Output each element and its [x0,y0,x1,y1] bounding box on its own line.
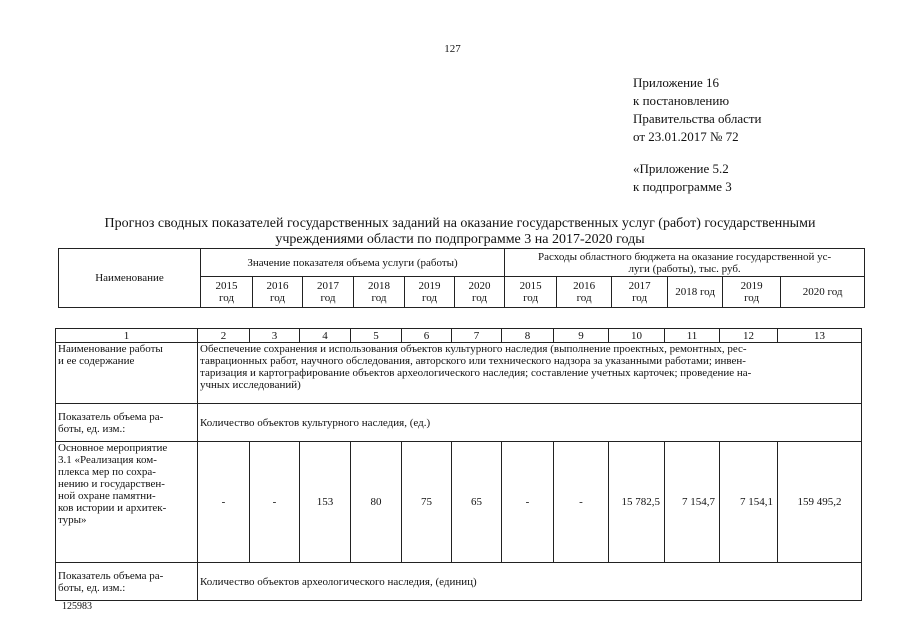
label-line: Показатель объема ра- [58,569,164,582]
year-suffix: год [744,292,760,304]
label-line: Показатель объема ра- [58,410,164,423]
table-cell: 7 154,7 [665,442,720,563]
subappendix-block [633,160,732,196]
table-cell: 153 [300,442,351,563]
year-label: 2015 [215,280,238,292]
table-row [56,343,862,404]
year-label: 2016 [266,280,289,292]
year-label: 2019 [418,280,441,292]
appendix-line: к постановлению [633,93,730,108]
header-year [723,277,781,308]
header-budget-line: Расходы областного бюджета на оказание государственной ус- [538,250,832,263]
year-label: 2018 год [675,286,715,298]
header-year [354,277,405,308]
year-suffix: год [269,292,286,304]
header-year [668,277,723,308]
year-suffix: год [320,292,336,304]
year-suffix: год [371,292,387,304]
table-cell: - [198,442,250,563]
table-row [56,563,862,601]
header-budget-group [505,249,865,277]
table-row [56,442,862,563]
table-cell: 65 [452,442,502,563]
year-suffix: год [218,292,235,304]
footer-code: 125983 [62,601,92,612]
indicator-value: Количество объектов культурного наследия, (ед.) [198,404,862,442]
column-number: 1 [56,329,198,343]
table-row [56,404,862,442]
label-line: и ее содержание [58,355,135,367]
year-suffix: год [632,292,648,304]
label-line: нению и государствен- [58,478,165,490]
year-label: 2020 год [802,286,843,298]
year-suffix: год [576,292,592,304]
indicator-label [56,404,198,442]
year-suffix: год [523,292,539,304]
label-line: ной охране памятни- [58,490,156,502]
year-label: 2020 [468,280,491,292]
label-line: 3.1 «Реализация ком- [58,454,157,466]
label-line: боты, ед. изм.: [58,422,126,435]
year-label: 2017 [317,280,339,292]
table-cell: - [502,442,554,563]
page-number: 127 [444,43,461,55]
title-line: учреждениями области по подпрограмме 3 на 2017-2020 годы [275,232,645,247]
activity-label [56,442,198,563]
title-line: Прогноз сводных показателей государственных заданий на оказание государственных услуг (работ) государственными [104,216,816,231]
header-year [253,277,303,308]
column-number: 12 [720,329,778,343]
table-cell: 80 [351,442,402,563]
table-cell: 75 [402,442,452,563]
label-line: туры» [58,514,87,526]
indicator-value: Количество объектов археологического наследия, (единиц) [198,563,862,601]
appendix-block [633,74,762,146]
content-line: таврационных работ, научного обследования, авторского или технического надзора за указанными работами; инвен- [200,355,746,367]
column-number: 3 [250,329,300,343]
year-label: 2017 [628,280,651,292]
appendix-line: Приложение 16 [633,75,720,90]
label-line: ков истории и архитек- [58,502,167,514]
table-cell: 159 495,2 [778,442,862,563]
table-cell: - [250,442,300,563]
document-title [55,216,865,248]
column-number: 6 [402,329,452,343]
column-number: 8 [502,329,554,343]
appendix-line: Правительства области [633,111,762,126]
label-line: плекса мер по сохра- [58,466,156,478]
header-budget-line: луги (работы), тыс. руб. [628,262,741,275]
appendix-line: от 23.01.2017 № 72 [633,129,739,144]
work-name-label [56,343,198,404]
indicator-label [56,563,198,601]
table-cell: 7 154,1 [720,442,778,563]
column-number: 10 [609,329,665,343]
header-table [58,248,865,308]
label-line: Наименование работы [58,343,163,355]
column-number: 2 [198,329,250,343]
column-number: 11 [665,329,720,343]
label-line: боты, ед. изм.: [58,581,126,594]
column-number: 5 [351,329,402,343]
header-year [303,277,354,308]
year-suffix: год [472,292,488,304]
header-volume-group: Значение показателя объема услуги (работы) [201,249,505,277]
content-line: Обеспечение сохранения и использования объектов культурного наследия (выполнение проектных, ремонтных, рес- [200,343,747,355]
table-cell: - [554,442,609,563]
column-number: 7 [452,329,502,343]
year-label: 2015 [519,280,542,292]
year-label: 2019 [740,280,763,292]
year-suffix: год [421,292,438,304]
column-number: 4 [300,329,351,343]
work-content [198,343,862,404]
content-line: таризация и картографирование объектов археологического наследия; составление учетных карточек; проведение на- [200,367,752,379]
header-year [455,277,505,308]
table-cell: 15 782,5 [609,442,665,563]
body-table [55,328,862,601]
subappendix-line: к подпрограмме 3 [633,179,732,194]
header-year [557,277,612,308]
header-name: Наименование [59,249,201,308]
header-year [505,277,557,308]
column-number: 13 [778,329,862,343]
column-number: 9 [554,329,609,343]
content-line: учных исследований) [200,379,301,391]
column-number-row [56,329,862,343]
header-year [201,277,253,308]
year-label: 2018 [368,280,390,292]
subappendix-line: «Приложение 5.2 [633,161,729,176]
year-label: 2016 [573,280,596,292]
label-line: Основное мероприятие [58,442,168,454]
header-year [781,277,865,308]
header-year [405,277,455,308]
header-year [612,277,668,308]
